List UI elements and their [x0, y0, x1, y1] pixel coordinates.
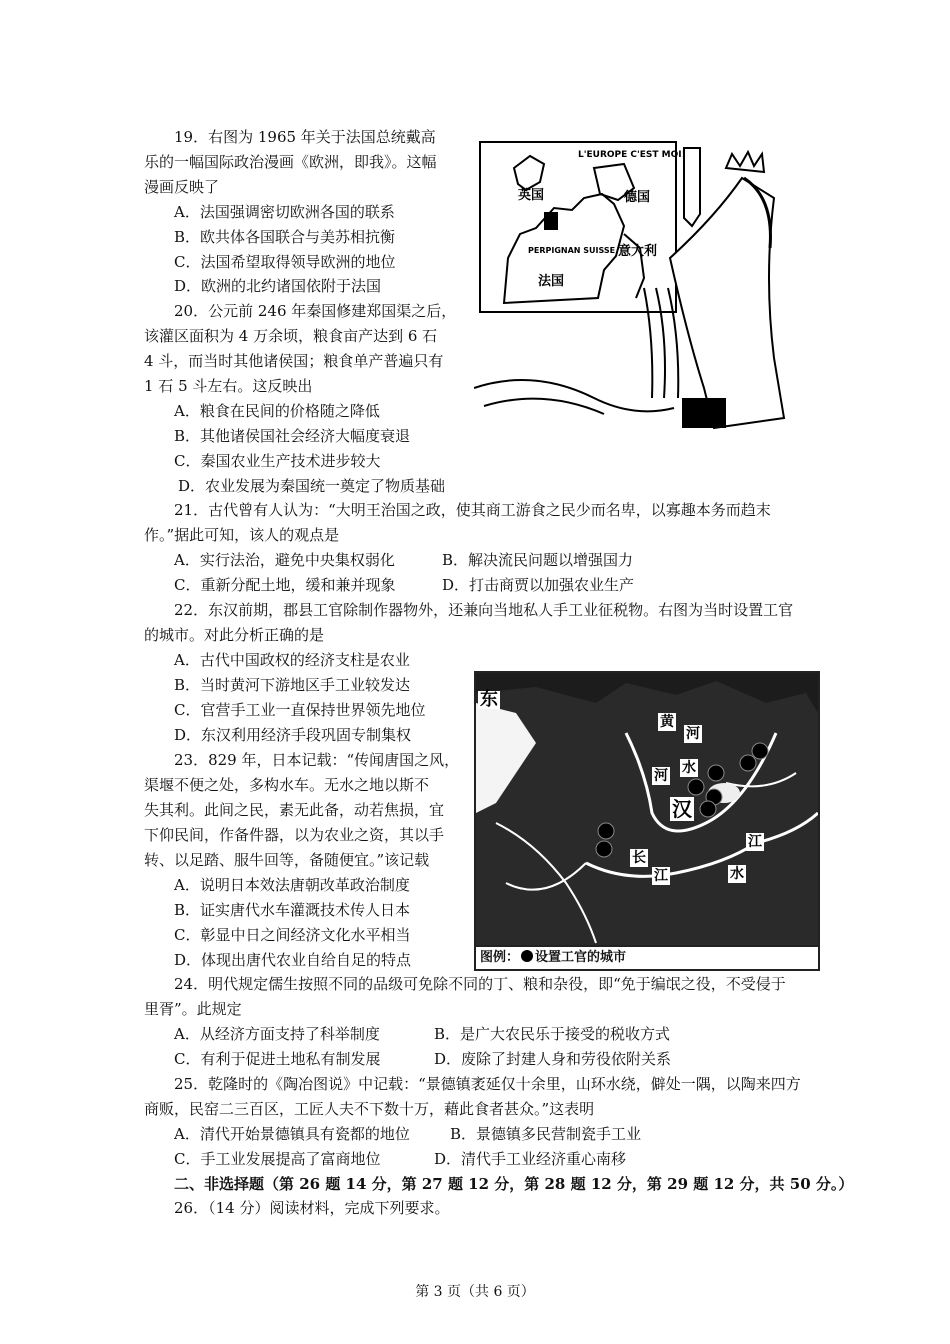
q21-option-c: C．重新分配土地，缓和兼并现象 [174, 576, 396, 594]
q24-stem-line-2: 里胥”。此规定 [144, 1000, 242, 1018]
q20-stem-line-2: 该灌区面积为 4 万余顷，粮食亩产达到 6 石 [144, 327, 438, 345]
q19-option-c: C．法国希望取得领导欧洲的地位 [174, 253, 396, 271]
q24-stem-line-1: 24．明代规定儒生按照不同的品级可免除不同的丁、粮和杂役，即“免于编氓之役，不受侵于 [174, 975, 786, 993]
q20-option-c: C．秦国农业生产技术进步较大 [174, 452, 381, 470]
q20-stem-line-1: 20．公元前 246 年秦国修建郑国渠之后， [174, 302, 457, 320]
q22-stem-line-1: 22．东汉前期，郡县工官除制作器物外，还兼向当地私人手工业征税物。右图为当时设置工官 [174, 601, 794, 619]
map-legend-text: 设置工官的城市 [535, 950, 627, 965]
q21-option-a: A．实行法治，避免中央集权弱化 [174, 551, 395, 569]
map-label-chang: 长 [632, 850, 646, 866]
map-label-east: 东 [480, 689, 498, 710]
q21-option-d: D．打击商贾以加强农业生产 [442, 576, 635, 594]
cartoon-label-germany: 德国 [624, 190, 651, 205]
q19-option-a: A．法国强调密切欧洲各国的联系 [174, 203, 395, 221]
q23-option-c: C．彰显中日之间经济文化水平相当 [174, 926, 411, 944]
q20-option-a: A．粮食在民间的价格随之降低 [174, 402, 380, 420]
q23-stem-line-1: 23．829 年，日本记载：“传闻唐国之风， [174, 751, 460, 769]
q20-stem-line-4: 1 石 5 斗左右。这反映出 [144, 377, 313, 395]
cartoon-label-uk: 英国 [518, 188, 545, 203]
q19-option-b: B．欧共体各国联合与美苏相抗衡 [174, 228, 396, 246]
q23-option-b: B．证实唐代水车灌溉技术传人日本 [174, 901, 411, 919]
page-footer: 第 3 页（共 6 页） [415, 1284, 535, 1300]
cartoon-sign: L'EUROPE C'EST MOI! [578, 150, 686, 160]
q25-option-b: B．景德镇多民营制瓷手工业 [450, 1125, 642, 1143]
q23-option-a: A．说明日本效法唐朝改革政治制度 [174, 876, 410, 894]
q25-option-c: C．手工业发展提高了富商地位 [174, 1150, 381, 1168]
map-label-jiang-2: 江 [654, 868, 668, 884]
q24-option-d: D．废除了封建人身和劳役依附关系 [434, 1050, 672, 1068]
q25-stem-line-2: 商贩，民窑二三百区，工匠人夫不下数十万，藉此食者甚众。”这表明 [144, 1100, 595, 1118]
q21-stem-line-2: 作。”据此可知，该人的观点是 [144, 526, 340, 544]
de-gaulle-cartoon [474, 138, 806, 434]
q25-option-a: A．清代开始景德镇具有瓷都的地位 [174, 1125, 410, 1143]
q19-stem-line-3: 漫画反映了 [144, 178, 220, 196]
q23-stem-line-5: 转、以足踏、服牛回等，备随便宜。”该记载 [144, 851, 430, 869]
q22-option-d: D．东汉利用经济手段巩固专制集权 [174, 726, 412, 744]
map-label-shui-2: 水 [730, 866, 744, 882]
q20-stem-line-3: 4 斗，而当时其他诸侯国；粮食单产普遍只有 [144, 352, 444, 370]
map-label-huang: 黄 [660, 714, 674, 730]
q19-option-d: D．欧洲的北约诸国依附于法国 [174, 277, 382, 295]
map-drawing [476, 673, 818, 969]
map-label-shui-1: 水 [682, 760, 696, 776]
q19-stem-line-2: 乐的一幅国际政治漫画《欧洲，即我》。这幅 [144, 153, 437, 171]
q20-option-b: B．其他诸侯国社会经济大幅度衰退 [174, 427, 411, 445]
cartoon-label-france-small: PERPIGNAN SUISSE [528, 246, 616, 255]
map-label-he-2: 河 [654, 768, 668, 784]
map-label-jiang-1: 江 [748, 834, 762, 850]
q23-stem-line-2: 渠堰不便之处，多构水车。无水之地以斯不 [144, 776, 430, 794]
map-label-he-1: 河 [686, 726, 700, 742]
q24-option-b: B．是广大农民乐于接受的税收方式 [434, 1025, 671, 1043]
q21-option-b: B．解决流民问题以增强国力 [442, 551, 634, 569]
q25-option-d: D．清代手工业经济重心南移 [434, 1150, 627, 1168]
q22-option-c: C．官营手工业一直保持世界领先地位 [174, 701, 426, 719]
cartoon-label-italy: 意大利 [618, 244, 658, 259]
city-dot-icon [521, 950, 533, 962]
eastern-han-workshop-map [474, 671, 820, 971]
cartoon-label-france: 法国 [538, 274, 565, 289]
q22-option-a: A．古代中国政权的经济支柱是农业 [174, 651, 410, 669]
q21-stem-line-1: 21．古代曾有人认为：“大明王治国之政，使其商工游食之民少而名卑，以寡趣本务而趋末 [174, 501, 771, 519]
map-label-han: 汉 [672, 797, 692, 821]
q24-option-a: A．从经济方面支持了科举制度 [174, 1025, 380, 1043]
q23-option-d: D．体现出唐代农业自给自足的特点 [174, 951, 412, 969]
q22-stem-line-2: 的城市。对此分析正确的是 [144, 626, 325, 644]
q23-stem-line-3: 失其利。此间之民，素无此备，动若焦损，宜 [144, 801, 445, 819]
map-legend-prefix: 图例： [480, 950, 520, 965]
q23-stem-line-4: 下仰民间，作备件器，以为农业之资，其以手 [144, 826, 445, 844]
q25-stem-line-1: 25．乾隆时的《陶冶图说》中记载：“景德镇袤延仅十余里，山环水绕，僻处一隅，以陶来四方 [174, 1075, 801, 1093]
section-two-heading: 二、非选择题（第 26 题 14 分，第 27 题 12 分，第 28 题 12 分，第 29 题 12 分，共 50 分。） [174, 1175, 854, 1193]
q24-option-c: C．有利于促进土地私有制发展 [174, 1050, 381, 1068]
cartoon-drawing [474, 138, 806, 434]
q22-option-b: B．当时黄河下游地区手工业较发达 [174, 676, 411, 694]
q19-stem-line-1: 19．右图为 1965 年关于法国总统戴高 [174, 128, 436, 146]
map-legend [476, 945, 818, 969]
q20-option-d: D．农业发展为秦国统一奠定了物质基础 [178, 477, 446, 495]
q26-stem: 26．（14 分）阅读材料，完成下列要求。 [174, 1199, 450, 1217]
